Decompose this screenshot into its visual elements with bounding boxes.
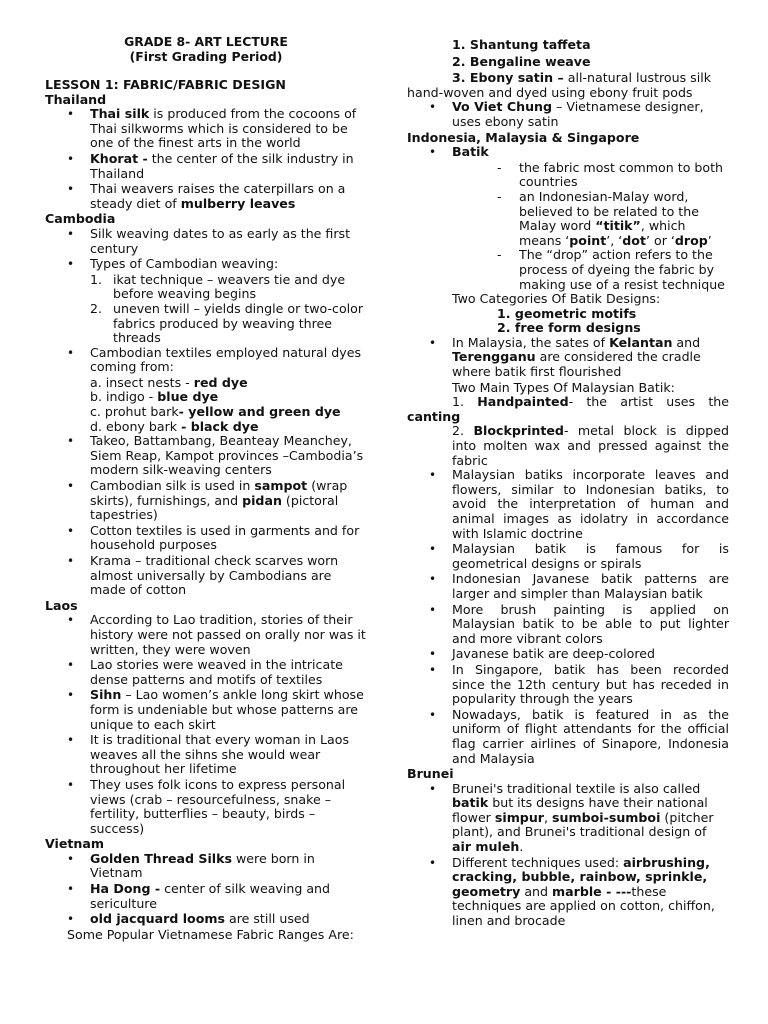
list-item: • Sihn – Lao women’s ankle long skirt whose form is undeniable but whose patterns are unique to each skirt (45, 688, 367, 732)
batik-category: 1. geometric motifs (497, 305, 637, 321)
section-heading-thailand: Thailand (45, 91, 107, 107)
fabric-range-item: 2. Bengaline weave (452, 53, 591, 69)
dash-item: - The “drop” action refers to the process of dyeing the fabric by making use of a resist technique (497, 247, 725, 292)
list-item: • Thai silk is produced from the cocoons of Thai silkworms which is considered to be one of the finest arts in the world (45, 107, 367, 151)
section-heading-brunei: Brunei (407, 766, 454, 782)
list-item: • More brush painting is applied on Malaysian batik to be able to put lighter and more vibrant colors (407, 603, 729, 647)
dye-item: b. indigo - blue dye (90, 389, 219, 405)
brunei-list (407, 782, 729, 929)
list-item: • Silk weaving dates to as early as the first century (45, 227, 367, 256)
list-item: • Cotton textiles is used in garments and for household purposes (45, 524, 367, 553)
fabric-range-item: 3. Ebony satin – all-natural lustrous silk hand-woven and dyed using ebony fruit pods (407, 70, 712, 100)
list-item: • They uses folk icons to express personal views (crab – resourcefulness, snake – fertility, butterflies – beauty, birds – success) (45, 778, 367, 836)
dye-item: a. insect nests - red dye (90, 374, 248, 390)
thailand-list (45, 107, 367, 211)
list-item: • Malaysian batiks incorporate leaves and flowers, similar to Indonesian batiks, to avoid the interpretation of human and animal images as idolatry in accordance with Islamic doctrine (407, 468, 729, 541)
dash-item: - the fabric most common to both countries (497, 159, 724, 190)
section-heading-vietnam: Vietnam (45, 836, 104, 852)
right-column (407, 38, 729, 930)
list-item: • Golden Thread Silks were born in Vietnam (45, 852, 367, 881)
fabric-range-item: 1. Shantung taffeta (452, 37, 591, 52)
list-item: • According to Lao tradition, stories of their history were not passed on orally nor was it written, they were woven (45, 613, 367, 657)
batik-categories-title: Two Categories Of Batik Designs: (452, 291, 661, 307)
batik-type: 1. Handpainted- the artist uses the canting (407, 394, 729, 424)
section-heading-laos: Laos (45, 597, 78, 613)
numbered-item: 1. ikat technique – weavers tie and dye before weaving begins (90, 271, 346, 302)
list-item: • Different techniques used: airbrushing, cracking, bubble, rainbow, sprinkle, geometry and marble - ---these techniques are applied on cotton, chiffon, linen and brocade (407, 856, 729, 929)
document-title: GRADE 8- ART LECTURE (124, 34, 288, 49)
list-item: • Types of Cambodian weaving: (45, 257, 367, 272)
list-item: • In Malaysia, the sates of Kelantan and Terengganu are considered the cradle where batik first flourished (407, 336, 729, 380)
list-item: • Khorat - the center of the silk industry in Thailand (45, 152, 367, 181)
list-item: • Thai weavers raises the caterpillars on a steady diet of mulberry leaves (45, 182, 367, 211)
document-subtitle: (First Grading Period) (129, 49, 283, 64)
list-item: • It is traditional that every woman in Laos weaves all the sihns she would wear throughout her lifetime (45, 733, 367, 777)
list-item: • Lao stories were weaved in the intricate dense patterns and motifs of textiles (45, 658, 367, 687)
list-item: • Cambodian silk is used in sampot (wrap skirts), furnishings, and pidan (pictoral tapestries) (45, 479, 367, 523)
list-item: • Javanese batik are deep-colored (407, 647, 729, 662)
section-heading-cambodia: Cambodia (45, 211, 116, 227)
lesson-title: LESSON 1: FABRIC/FABRIC DESIGN (45, 77, 286, 92)
list-item: • Ha Dong - center of silk weaving and sericulture (45, 882, 367, 911)
numbered-item: 2. uneven twill – yields dingle or two-color fabrics produced by weaving three threads (90, 300, 364, 346)
cambodia-list (45, 227, 367, 272)
list-item: • Batik (407, 145, 729, 160)
dye-item: d. ebony bark - black dye (90, 418, 259, 434)
batik-types-title: Two Main Types Of Malaysian Batik: (452, 379, 675, 395)
left-column (45, 34, 367, 942)
list-item: • Nowadays, batik is featured in as the uniform of flight attendants for the official flag carrier airlines of Sinapore, Indonesia and Malaysia (407, 708, 729, 766)
list-item: • Indonesian Javanese batik patterns are larger and simpler than Malaysian batik (407, 572, 729, 601)
list-item: • Vo Viet Chung – Vietnamese designer, uses ebony satin (407, 100, 729, 129)
batik-type: 2. Blockprinted- metal block is dipped into molten wax and pressed against the fabric (452, 423, 729, 468)
list-item: • Brunei's traditional textile is also called batik but its designs have their national flower simpur, sumboi-sumboi (pitcher plant), and Brunei's traditional design of air muleh. (407, 782, 729, 855)
list-item: • old jacquard looms are still used (45, 912, 367, 927)
list-item: • Krama – traditional check scarves worn almost universally by Cambodians are made of cotton (45, 554, 367, 598)
vietnam-list (45, 852, 367, 927)
list-item: • Cambodian textiles employed natural dyes coming from: (45, 346, 367, 375)
section-heading-indonesia-malaysia-singapore: Indonesia, Malaysia & Singapore (407, 129, 640, 145)
list-item: • Malaysian batik is famous for is geometrical designs or spirals (407, 542, 729, 571)
batik-category: 2. free form designs (497, 320, 641, 336)
list-item: • In Singapore, batik has been recorded since the 12th century but has receded in popularity through the years (407, 663, 729, 707)
dye-item: c. prohut bark- yellow and green dye (90, 404, 341, 420)
vietnam-ranges-intro: Some Popular Vietnamese Fabric Ranges Are: (67, 926, 354, 942)
dash-item: - an Indonesian-Malay word, believed to be related to the Malay word “titik”, which means ‘point’, ‘dot’ or ‘drop’ (497, 188, 712, 248)
laos-list (45, 613, 367, 836)
list-item: • Takeo, Battambang, Beanteay Meanchey, Siem Reap, Kampot provinces –Cambodia’s modern silk-weaving centers (45, 434, 367, 478)
